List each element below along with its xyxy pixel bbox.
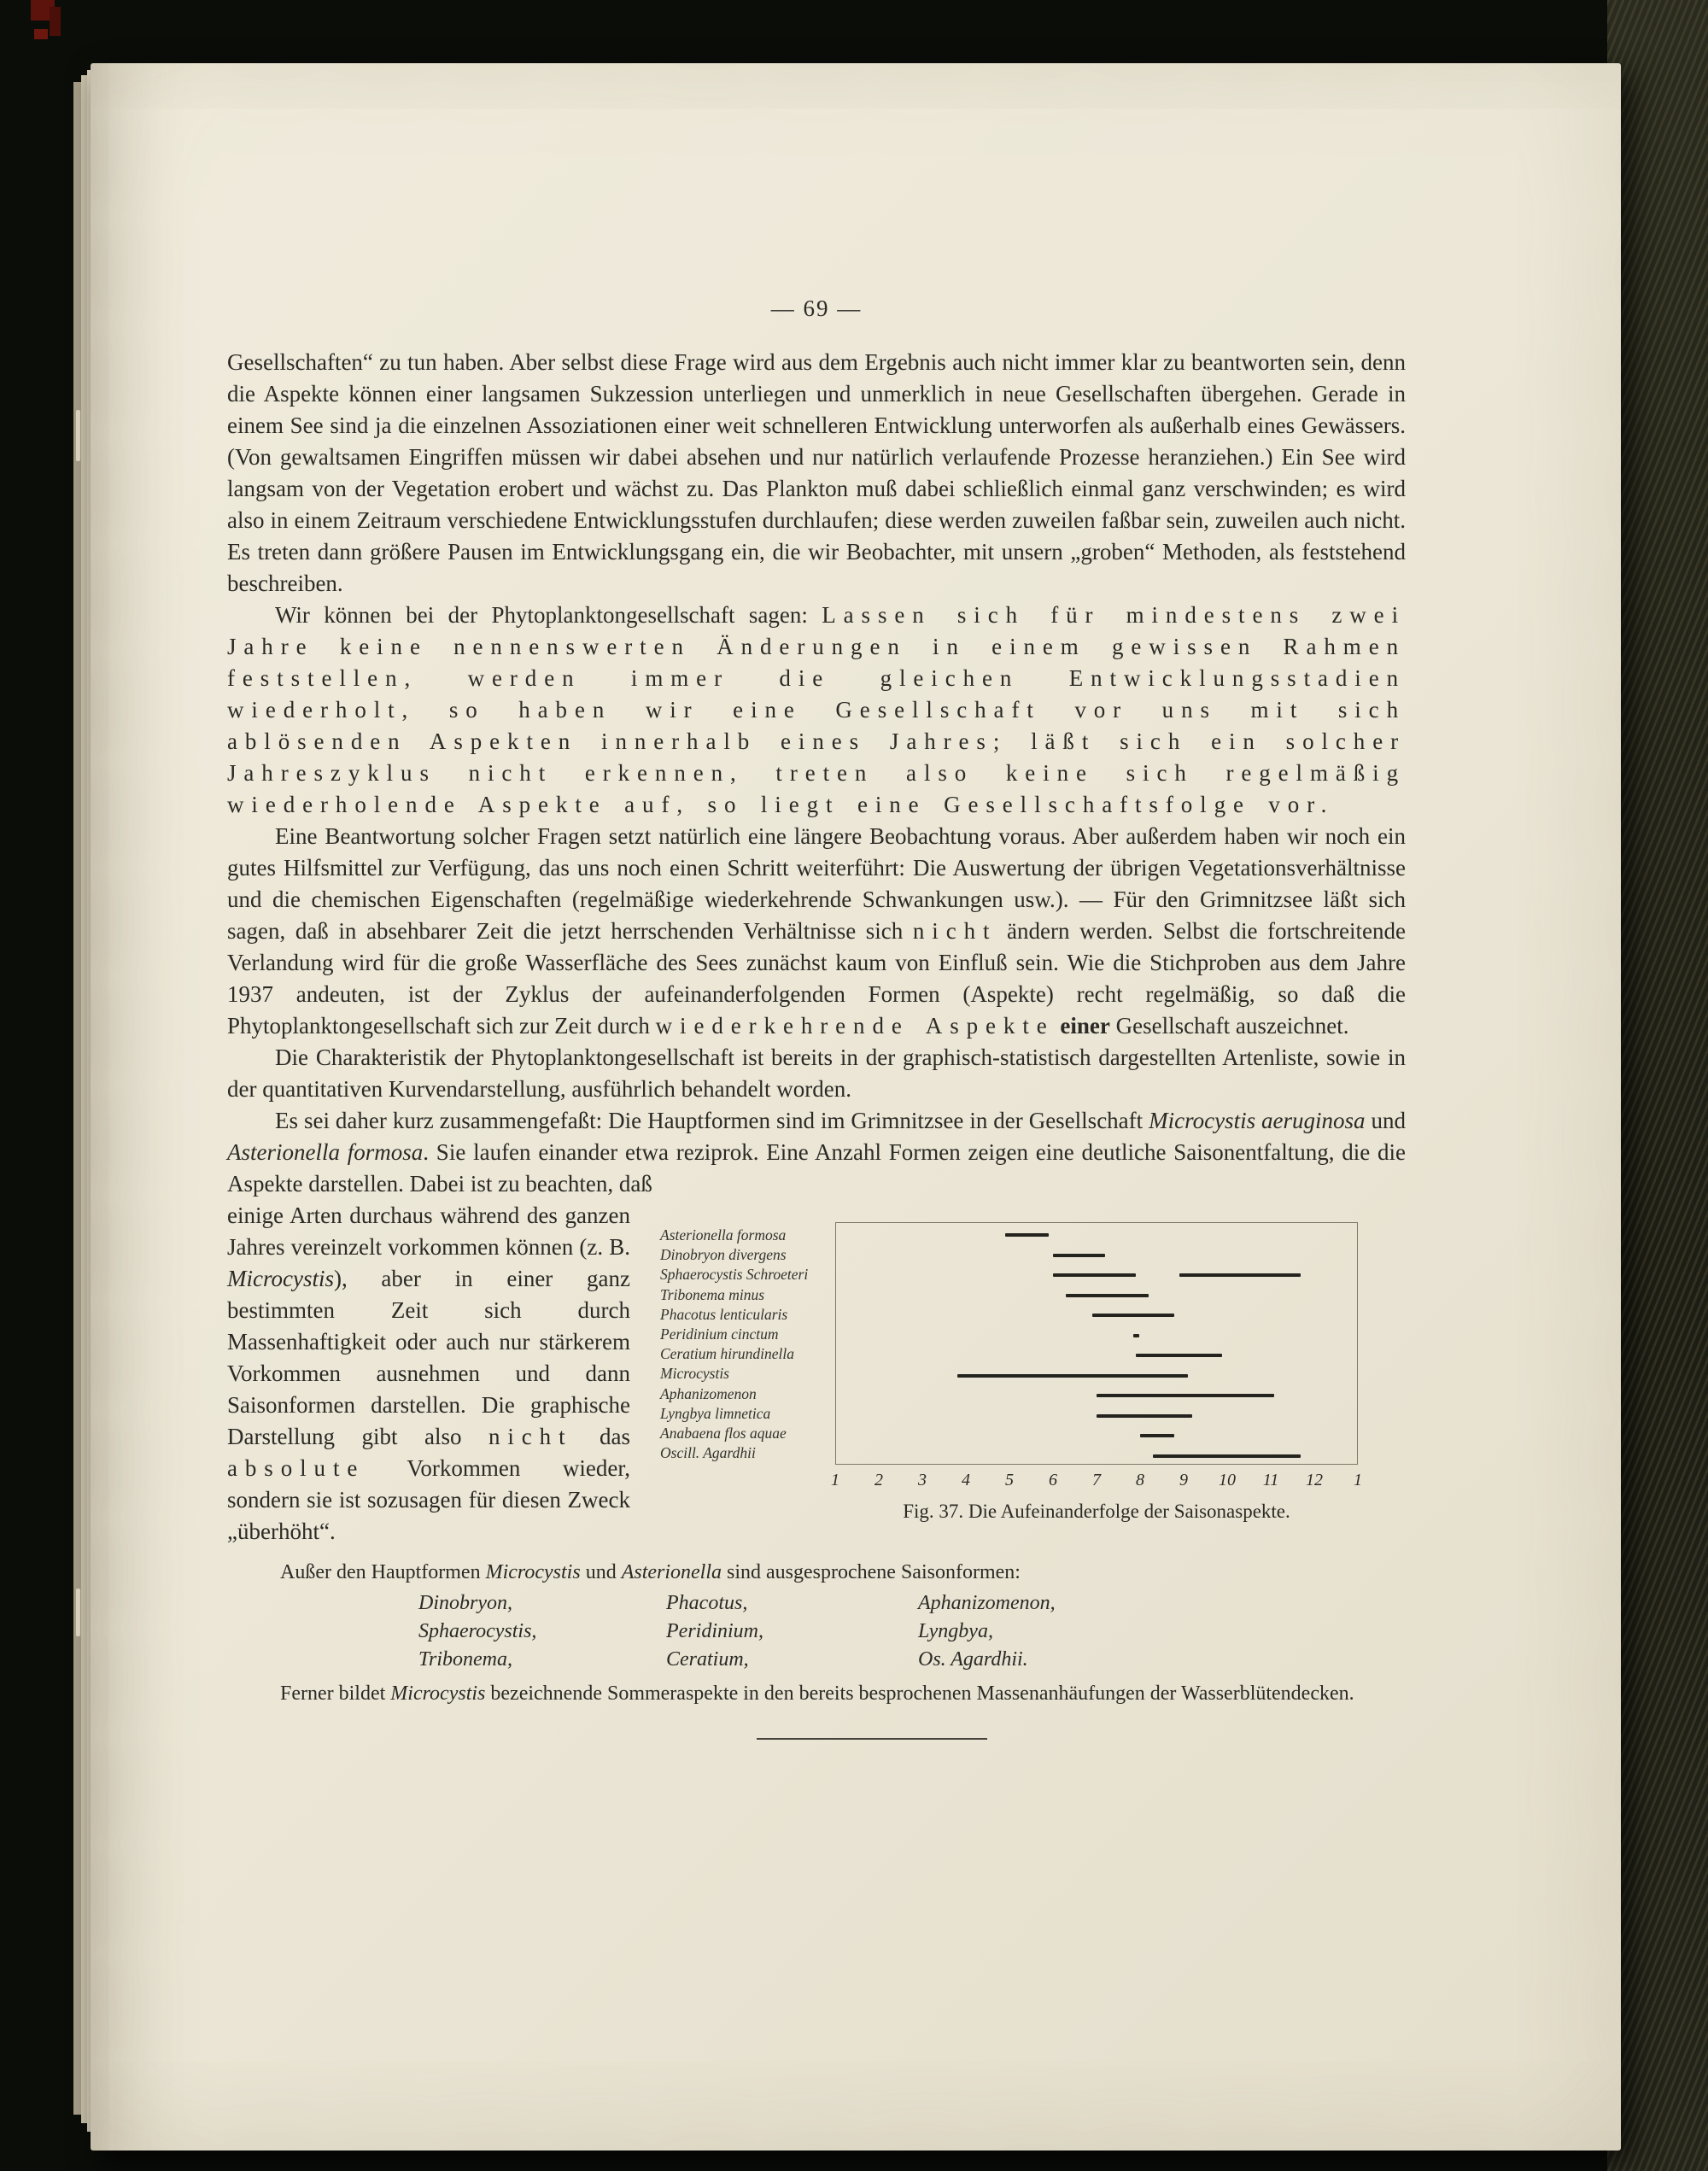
text-run: Wir können bei der Phytoplanktongesellschaft sagen:: [275, 602, 822, 628]
page-stack-edge: [73, 82, 81, 2115]
saisonform-name: Peridinium,: [666, 1620, 763, 1642]
axis-month-label: 9: [1179, 1471, 1188, 1489]
axis-month-label: 5: [1005, 1471, 1014, 1489]
species-label: Anabaena flos aquae: [660, 1425, 787, 1442]
saisonformen-section: [198, 1559, 1406, 1707]
figure-caption: Fig. 37. Die Aufeinanderfolge der Saisonaspekte.: [903, 1501, 1290, 1522]
species-label: Ceratium hirundinella: [660, 1345, 795, 1363]
text-run: und: [1365, 1108, 1407, 1133]
species-label: Phacotus lenticularis: [660, 1305, 788, 1323]
season-bar: [1133, 1334, 1139, 1337]
text-run: Microcystis: [485, 1561, 581, 1583]
species-label: Oscill. Agardhii: [660, 1444, 756, 1462]
paragraph-2: [227, 600, 1406, 821]
text-run: sind ausgesprochene Saisonformen:: [722, 1561, 1021, 1583]
figure-wrap-section: [227, 1200, 1406, 1548]
binding-stitch: [76, 410, 80, 461]
text-run: Eine Beantwortung solcher Fragen setzt natürlich eine längere Beobachtung voraus. Aber außerdem haben wir noch ein gutes Hilfsmittel zur Verfügung, das uns noch einen Schritt weiterführt: Die Auswertung der übrigen Vegetationsverhältnisse und die chemischen Eigenschaften (regelmäßige wiederkehrende Schwankungen usw.). — Für den Grimnitzsee läßt sich sagen, daß in absehbarer Zeit die jetzt herrschenden Verhältnisse sich: [227, 823, 1406, 944]
axis-month-label: 10: [1219, 1471, 1236, 1489]
text-run: das: [572, 1424, 630, 1449]
saisonform-name: Ceratium,: [666, 1648, 749, 1671]
species-label: Tribonema minus: [660, 1285, 765, 1303]
figure-body: [660, 1222, 1406, 1495]
text-run: wiederkehrende Aspekte: [655, 1013, 1055, 1039]
saisonform-name: Os. Agardhii.: [918, 1648, 1028, 1671]
season-bar: [1097, 1394, 1274, 1397]
species-label: Microcystis: [660, 1365, 729, 1383]
season-bar: [1179, 1273, 1301, 1277]
axis-month-label: 12: [1306, 1471, 1323, 1489]
book-cover: [1607, 0, 1708, 2171]
saisonform-name: Phacotus,: [666, 1592, 748, 1614]
species-label: Lyngbya limnetica: [660, 1404, 771, 1422]
text-run: nicht: [488, 1424, 573, 1449]
text-run: Microcystis: [390, 1682, 486, 1705]
text-run: und: [580, 1561, 622, 1583]
saisonformen-column-1: [418, 1589, 666, 1674]
axis-month-label: 6: [1049, 1471, 1057, 1489]
text-run: bezeichnende Sommeraspekte in den bereits besprochenen Massenanhäufungen der Wasserblütendecken.: [485, 1682, 1354, 1705]
axis-month-label: 1: [831, 1471, 839, 1489]
section-divider: [757, 1738, 987, 1740]
main-text-block: [227, 347, 1406, 1740]
text-run: Ferner bildet: [280, 1682, 391, 1705]
figure-species-labels: [660, 1222, 835, 1463]
text-run: einer: [1060, 1013, 1110, 1039]
text-run: Microcystis: [227, 1266, 334, 1291]
binding-stitch: [76, 1589, 80, 1636]
axis-month-label: 3: [918, 1471, 927, 1489]
season-bar: [1092, 1314, 1175, 1317]
wrap-paragraph: [227, 1200, 630, 1548]
season-bar: [1153, 1454, 1301, 1458]
text-run: . Sie laufen einander etwa reziprok. Eine Anzahl Formen zeigen eine deutliche Saisonentfaltung, die die Aspekte darstellen. Dabei ist zu beachten, daß: [227, 1139, 1406, 1197]
species-label: Sphaerocystis Schroeteri: [660, 1266, 809, 1284]
text-run: Asterionella formosa: [227, 1139, 424, 1165]
figure-plot: [835, 1222, 1358, 1465]
season-bar: [1053, 1273, 1136, 1277]
axis-month-label: 1: [1354, 1471, 1362, 1489]
paragraph-5: [227, 1105, 1406, 1200]
footer-paragraph: [198, 1681, 1406, 1707]
season-bar: [1053, 1254, 1105, 1257]
book-page: [91, 63, 1621, 2151]
species-label: Asterionella formosa: [660, 1226, 787, 1243]
text-run: einige Arten durchaus während des ganzen Jahres vereinzelt vorkommen können (z. B.: [227, 1203, 630, 1260]
paragraph-4: [227, 1042, 1406, 1105]
season-bar: [1005, 1233, 1049, 1237]
paragraph-3: [227, 821, 1406, 1042]
text-run: Gesellschaften“ zu tun haben. Aber selbst diese Frage wird aus dem Ergebnis auch nicht immer klar zu beantworten sein, denn die Aspekte können einer langsamen Sukzession unterliegen und unmerklich in neue Gesellschaften übergehen. Gerade in einem See sind ja die einzelnen Assoziationen einer weit schnelleren Entwicklung unterworfen als außerhalb eines Gewässers. (Von gewaltsamen Eingriffen müssen wir dabei absehen und nur natürlich verlaufende Prozesse heranziehen.) Ein See wird langsam von der Vegetation erobert und wächst zu. Das Plankton muß dabei schließlich einmal ganz verschwinden; es wird also in einem Zeitraum verschiedene Entwicklungsstufen durchlaufen; diese werden zuweilen faßbar sein, zuweilen auch nicht. Es treten dann größere Pausen im Entwicklungsgang ein, die wir Beobachter, mit unsern „groben“ Methoden, als feststehend beschreiben.: [227, 349, 1406, 596]
text-run: Die Charakteristik der Phytoplanktongesellschaft ist bereits in der graphisch-statistisch dargestellten Artenliste, sowie in der quantitativen Kurvendarstellung, ausführlich behandelt worden.: [227, 1045, 1406, 1102]
saisonformen-column-3: [918, 1589, 1056, 1674]
species-label: Dinobryon divergens: [660, 1246, 787, 1264]
saisonformen-columns: [198, 1589, 1406, 1674]
text-run: Vorkommen wieder, sondern sie ist sozusagen für diesen Zweck „überhöht“.: [227, 1455, 630, 1544]
season-bar: [1097, 1414, 1192, 1418]
page-number: — 69 —: [770, 296, 863, 321]
season-bar: [1136, 1354, 1223, 1357]
text-run: ), aber in einer ganz bestimmten Zeit sich durch Massenhaftigkeit oder auch nur stärkerem Vorkommen ausnehmen und dann Saisonformen darstellen. Die graphische Darstellung gibt also: [227, 1266, 630, 1449]
figure-37: [660, 1222, 1406, 1523]
figure-axis: [831, 1465, 1362, 1495]
season-bar: [957, 1374, 1187, 1378]
text-run: nicht: [912, 918, 997, 944]
text-run: Gesellschaft auszeichnet.: [1109, 1013, 1349, 1039]
shelf-label-mark: [34, 29, 48, 39]
saisonform-name: Lyngbya,: [918, 1620, 993, 1642]
figure-plot-column: [831, 1222, 1362, 1495]
text-run: Es sei daher kurz zusammengefaßt: Die Hauptformen sind im Grimnitzsee in der Gesellschaft: [275, 1108, 1149, 1133]
saisonform-name: Aphanizomenon,: [918, 1592, 1056, 1614]
saisonform-name: Sphaerocystis,: [418, 1620, 537, 1642]
saisonform-name: Dinobryon,: [418, 1592, 512, 1614]
saisonformen-intro: [198, 1559, 1406, 1586]
text-run: Lassen sich für mindestens zwei Jahre keine nennenswerten Änderungen in einem gewissen Rahmen feststellen, werden immer die gleichen Entwicklungsstadien wiederholt, so haben wir eine Gesellschaft vor uns mit sich ablösenden Aspekten innerhalb eines Jahres; läßt sich ein solcher Jahreszyklus nicht erkennen, treten also keine sich regelmäßig wiederholende Aspekte auf, so liegt eine Gesellschaftsfolge vor.: [227, 602, 1406, 817]
species-label: Aphanizomenon: [660, 1384, 757, 1402]
axis-month-label: 8: [1136, 1471, 1144, 1489]
text-run: ändern werden. Selbst die fortschreitende Verlandung wird für die große Wasserfläche des Sees zunächst kaum von Einfluß sein. Wie die Stichproben aus dem Jahre 1937 andeuten, ist der Zyklus der aufeinanderfolgenden Formen (Aspekte) recht regelmäßig, so daß die Phytoplanktongesellschaft sich zur Zeit durch: [227, 918, 1406, 1039]
axis-month-label: 7: [1092, 1471, 1101, 1489]
axis-month-label: 11: [1262, 1471, 1279, 1489]
axis-month-label: 4: [962, 1471, 970, 1489]
text-run: Microcystis aeruginosa: [1149, 1108, 1366, 1133]
species-label: Peridinium cinctum: [660, 1325, 779, 1343]
shelf-label-mark: [50, 7, 61, 36]
saisonformen-column-2: [666, 1589, 918, 1674]
text-run: Außer den Hauptformen: [280, 1561, 486, 1583]
page-content: [227, 63, 1406, 2151]
text-run: absolute: [227, 1455, 366, 1481]
season-bar: [1140, 1434, 1175, 1437]
axis-month-label: 2: [874, 1471, 883, 1489]
paragraph-1: [227, 347, 1406, 600]
page-stack-edge: [81, 75, 87, 2123]
season-bar: [1066, 1294, 1149, 1297]
text-run: Asterionella: [621, 1561, 722, 1583]
saisonform-name: Tribonema,: [418, 1648, 513, 1671]
